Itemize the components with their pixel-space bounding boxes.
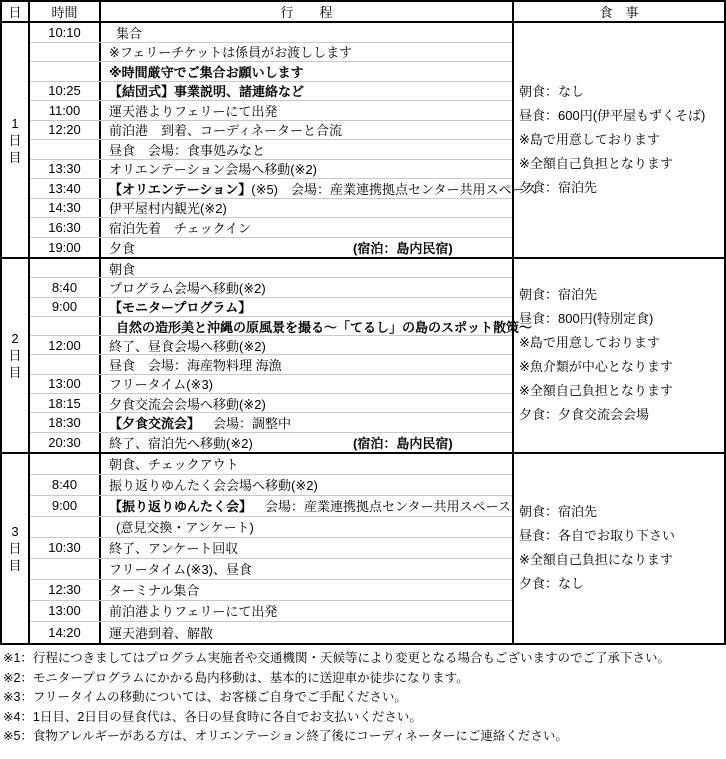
- time-cell: 14:30: [30, 199, 101, 218]
- header-meals: 食 事: [599, 5, 639, 20]
- time-cell: [30, 317, 101, 335]
- itinerary-cell: [101, 336, 512, 354]
- itinerary-text: 前泊港 到着、コーディネーターと合流: [109, 123, 342, 139]
- itinerary-text: (※5) 会場：産業連携拠点センター共用スペース: [251, 181, 537, 197]
- schedule-row: [30, 580, 512, 601]
- itinerary-cell: [101, 413, 512, 431]
- itinerary-cell: [101, 218, 512, 237]
- itinerary-cell: [101, 121, 512, 140]
- schedule-row: [30, 121, 512, 141]
- time-cell: [30, 140, 101, 159]
- time-cell: 10:25: [30, 82, 101, 101]
- itinerary-text: ※フェリーチケットは係員がお渡しします: [109, 45, 353, 61]
- itinerary-text: オリエンテーション会場へ移動(※2): [109, 162, 318, 178]
- schedule-row: [30, 199, 512, 219]
- itinerary-cell: [101, 454, 512, 474]
- itinerary-text: 終了、宿泊先へ移動(※2): [109, 435, 253, 451]
- meal-line: 昼食：800円(特別定食): [519, 311, 654, 327]
- schedule-row: [30, 62, 512, 82]
- time-cell: 13:30: [30, 160, 101, 179]
- schedule-row: [30, 317, 533, 336]
- footnote-line: ※4：1日目、2日目の昼食代は、各日の昼食時に各自でお支払いください。: [3, 709, 422, 724]
- itinerary-bold-text: 【モニタープログラム】: [109, 300, 252, 316]
- itinerary-cell: [101, 278, 512, 296]
- schedule-row: [30, 336, 512, 355]
- time-cell: 19:00: [30, 238, 101, 258]
- itinerary-text: 振り返りゆんたく会会場へ移動(※2): [109, 478, 318, 494]
- time-cell: [30, 517, 101, 537]
- schedule-row: [30, 23, 512, 43]
- schedule-row: [30, 413, 512, 432]
- time-cell: 11:00: [30, 101, 101, 120]
- schedule-row: [30, 101, 512, 121]
- itinerary-cell: [101, 433, 512, 452]
- meal-line: 昼食：600円(伊平屋もずくそば): [519, 108, 706, 123]
- meal-line: ※島で用意しております: [519, 132, 660, 147]
- schedule-rows: [30, 454, 514, 643]
- itinerary-text: 夕食: [109, 240, 136, 256]
- time-cell: 10:30: [30, 538, 101, 558]
- day-label-char: 目: [8, 557, 22, 573]
- time-cell: 13:00: [30, 375, 101, 393]
- time-cell: 12:00: [30, 336, 101, 354]
- footnote-line: ※1：行程につきましてはプログラム実施者や交通機関・天候等により変更となる場合もございますのでご了承下さい。: [3, 651, 671, 665]
- itinerary-cell: [101, 517, 512, 537]
- schedule-row: [30, 601, 512, 622]
- itinerary-text: 朝食、チェックアウト: [109, 457, 239, 473]
- schedule-row: [30, 82, 512, 102]
- time-cell: 20:30: [30, 433, 101, 452]
- meal-line: ※島で用意しております: [519, 335, 660, 351]
- time-cell: 10:10: [30, 23, 101, 42]
- time-cell: 8:40: [30, 278, 101, 296]
- schedule-row: [30, 394, 512, 413]
- time-cell: 9:00: [30, 496, 101, 516]
- time-cell: [30, 259, 101, 277]
- itinerary-cell: [101, 580, 512, 600]
- itinerary-cell: [101, 259, 512, 277]
- time-cell: 12:30: [30, 580, 101, 600]
- time-cell: [30, 62, 101, 81]
- footnote-line: ※3：フリータイムの移動については、お客様ご自身でご手配ください。: [3, 690, 407, 704]
- meal-line: 夕食：なし: [519, 576, 585, 592]
- time-cell: 9:00: [30, 298, 101, 316]
- table-header: [2, 2, 724, 23]
- itinerary-text: 朝食: [109, 261, 136, 277]
- schedule-row: [30, 375, 512, 394]
- schedule-row: [30, 160, 512, 180]
- meals-cell: [514, 23, 724, 257]
- time-cell: 13:40: [30, 179, 101, 198]
- itinerary-cell: [101, 496, 512, 516]
- time-cell: 13:00: [30, 601, 101, 621]
- header-itinerary: 行 程: [101, 2, 514, 21]
- itinerary-text: フリータイム(※3): [109, 377, 214, 393]
- meals-cell: [514, 259, 724, 452]
- meal-line: 朝食：宿泊先: [519, 287, 598, 303]
- schedule-row: [30, 559, 512, 580]
- schedule-row: [30, 454, 512, 475]
- itinerary-bold-text: 【結団式】事業説明、諸連絡など: [109, 84, 305, 100]
- itinerary-cell: [101, 101, 512, 120]
- itinerary-text: 運天港よりフェリーにて出発: [109, 103, 278, 119]
- itinerary-text: 終了、アンケート回収: [109, 541, 239, 557]
- time-cell: 18:30: [30, 413, 101, 431]
- itinerary-text: フリータイム(※3)、昼食: [109, 562, 253, 578]
- time-cell: 14:20: [30, 622, 101, 643]
- time-cell: 16:30: [30, 218, 101, 237]
- schedule-rows: [30, 23, 537, 257]
- meal-line: 朝食：宿泊先: [519, 504, 598, 520]
- schedule-row: [30, 538, 512, 559]
- itinerary-cell: [101, 475, 512, 495]
- itinerary-cell: [101, 199, 512, 218]
- day-label: [2, 259, 30, 452]
- itinerary-text: 前泊港よりフェリーにて出発: [109, 604, 278, 620]
- schedule-row: [30, 433, 512, 452]
- itinerary-text: 伊平屋村内観光(※2): [109, 201, 227, 217]
- lodging-note: (宿泊：島内民宿): [353, 435, 453, 451]
- time-cell: 8:40: [30, 475, 101, 495]
- meal-line: 昼食：各自でお取り下さい: [519, 528, 676, 544]
- meal-line: ※全額自己負担となります: [519, 156, 673, 171]
- meal-line: 夕食：宿泊先: [519, 180, 598, 195]
- schedule-row: [30, 622, 512, 643]
- footnote-line: ※2：モニタープログラムにかかる島内移動は、基本的に送迎車か徒歩になります。: [3, 670, 469, 685]
- time-cell: [30, 355, 101, 373]
- day-label-char: 3: [11, 523, 19, 539]
- day-label-char: 1: [11, 115, 19, 131]
- itinerary-cell: [101, 538, 512, 558]
- meal-line: 朝食：なし: [519, 84, 585, 99]
- itinerary-cell: [101, 160, 512, 179]
- schedule-row: [30, 238, 512, 258]
- itinerary-text: ターミナル集合: [109, 583, 200, 599]
- itinerary-cell: [101, 622, 512, 643]
- itinerary-bold-text: ※時間厳守でご集合お願いします: [109, 64, 304, 80]
- time-cell: 18:15: [30, 394, 101, 412]
- day-label-char: 目: [8, 149, 22, 165]
- time-cell: [30, 559, 101, 579]
- itinerary-text: 会場：調整中: [200, 416, 292, 432]
- itinerary-cell: [101, 238, 512, 258]
- itinerary-text: 宿泊先着 チェックイン: [109, 220, 251, 236]
- itinerary-text: (意見交換・アンケート): [116, 520, 254, 536]
- day-label-char: 日: [8, 132, 22, 148]
- meal-line: ※全額自己負担になります: [519, 552, 673, 568]
- header-day: 日: [2, 2, 30, 21]
- day-label-char: 日: [8, 347, 22, 363]
- itinerary-bold-text: 【振り返りゆんたく会】: [109, 499, 253, 515]
- schedule-row: [30, 475, 512, 496]
- day-section-3: [2, 454, 724, 643]
- itinerary-cell: [101, 394, 512, 412]
- footnotes: [0, 645, 726, 747]
- footnote-line: ※5：食物アレルギーがある方は、オリエンテーション終了後にコーディネーターにご連絡ください。: [3, 729, 568, 743]
- day-section-1: [2, 23, 724, 259]
- day-label-char: 日: [8, 540, 22, 556]
- time-cell: [30, 43, 101, 62]
- meal-line: ※全額自己負担となります: [519, 383, 673, 399]
- itinerary-bold-text: 自然の造形美と沖縄の原風景を撮る～「てるし」の島のスポット散策～: [116, 319, 533, 335]
- day-label-char: 目: [8, 364, 22, 380]
- itinerary-text: 運天港到着、解散: [109, 625, 214, 641]
- itinerary-cell: [101, 375, 512, 393]
- itinerary-bold-text: 【夕食交流会】: [109, 416, 201, 432]
- day-label: [2, 454, 30, 643]
- meal-line: 夕食：夕食交流会会場: [519, 407, 650, 423]
- meal-line: ※魚介類が中心となります: [519, 359, 673, 375]
- schedule-rows: [30, 259, 533, 452]
- itinerary-cell: [101, 140, 512, 159]
- time-cell: 12:20: [30, 121, 101, 140]
- schedule-row: [30, 43, 512, 63]
- itinerary-cell: [101, 559, 512, 579]
- itinerary-cell: [101, 601, 512, 621]
- itinerary-cell: [101, 298, 512, 316]
- schedule-row: [30, 355, 512, 374]
- schedule-row: [30, 278, 512, 297]
- itinerary-cell: [101, 23, 512, 42]
- itinerary-text: 昼食 会場：食事処みなと: [109, 142, 266, 158]
- itinerary-text: 集合: [116, 25, 143, 41]
- schedule-row: [30, 179, 537, 199]
- day-label: [2, 23, 30, 257]
- header-time: 時間: [30, 2, 101, 21]
- itinerary-text: 夕食交流会会場へ移動(※2): [109, 396, 266, 412]
- itinerary-cell: [101, 317, 533, 335]
- schedule-row: [30, 259, 512, 278]
- itinerary-cell: [101, 82, 512, 101]
- schedule-row: [30, 218, 512, 238]
- day-label-char: 2: [11, 330, 19, 346]
- itinerary-cell: [101, 179, 537, 198]
- schedule-row: [30, 298, 512, 317]
- itinerary-text: 終了、昼食会場へ移動(※2): [109, 338, 266, 354]
- lodging-note: (宿泊：島内民宿): [353, 240, 453, 256]
- meals-cell: [514, 454, 724, 643]
- itinerary-cell: [101, 355, 512, 373]
- schedule-row: [30, 517, 512, 538]
- day-section-2: [2, 259, 724, 454]
- itinerary-text: 昼食 会場：海産物料理 海漁: [109, 358, 282, 374]
- itinerary-text: 会場：産業連携拠点センター共用スペース: [252, 499, 511, 515]
- itinerary-cell: [101, 62, 512, 81]
- itinerary-text: プログラム会場へ移動(※2): [109, 280, 266, 296]
- schedule-row: [30, 140, 512, 160]
- schedule-row: [30, 496, 512, 517]
- time-cell: [30, 454, 101, 474]
- itinerary-cell: [101, 43, 512, 62]
- itinerary-bold-text: 【オリエンテーション】: [109, 181, 252, 197]
